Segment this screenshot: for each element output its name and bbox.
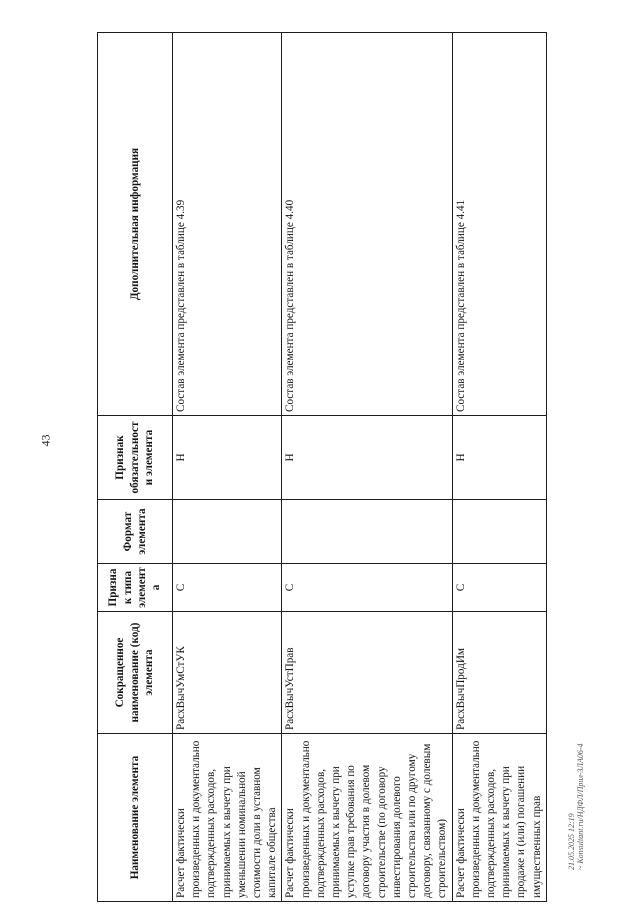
table-row <box>282 33 452 902</box>
cell-element-name: Расчет фактически произведенных и документально подтвержденных расходов, принимаемых к вычету при продаже и (или) погашении имущественных прав <box>452 734 546 902</box>
header-cell-required: Признак обязательности элемента <box>98 416 173 500</box>
header-cell-info: Дополнительная информация <box>98 33 173 416</box>
print-stamp <box>567 743 585 870</box>
cell-element-type: С <box>452 564 546 612</box>
header-cell-format: Формат элемента <box>98 500 173 564</box>
cell-element-required: Н <box>173 416 282 500</box>
cell-element-code: РасхВычУстПрав <box>282 612 452 734</box>
table-header-row <box>98 33 173 902</box>
cell-element-format <box>282 500 452 564</box>
cell-element-format <box>452 500 546 564</box>
header-cell-name: Наименование элемента <box>98 734 173 902</box>
stamp-line-source: ~ Konsultant.ru/НДФЛ/Прил-3ЛА06-4 <box>576 743 585 870</box>
table-row <box>173 33 282 902</box>
table-row <box>452 33 546 902</box>
cell-element-code: РасхВычПродИм <box>452 612 546 734</box>
cell-element-info: Состав элемента представлен в таблице 4.41 <box>452 33 546 416</box>
cell-element-type: С <box>173 564 282 612</box>
elements-table <box>97 32 547 902</box>
cell-element-type: С <box>282 564 452 612</box>
cell-element-format <box>173 500 282 564</box>
cell-element-name: Расчет фактически произведенных и документально подтвержденных расходов, принимаемых к вычету при уменьшении номинальной стоимости доли в уставном капитале общества <box>173 734 282 902</box>
rotated-table-block <box>97 15 543 902</box>
page-number: 43 <box>38 434 53 447</box>
cell-element-required: Н <box>282 416 452 500</box>
cell-element-code: РасхВычУмСтУК <box>173 612 282 734</box>
header-cell-type: Признак типа элемента <box>98 564 173 612</box>
cell-element-info: Состав элемента представлен в таблице 4.40 <box>282 33 452 416</box>
cell-element-required: Н <box>452 416 546 500</box>
cell-element-name: Расчет фактически произведенных и документально подтвержденных расходов, принимаемых к вычету при уступке прав требования по договору участия в долевом строительстве (по договору инвестирования долевого строительства или по другому договору, связанному с долевым строительством) <box>282 734 452 902</box>
header-cell-code: Сокращенное наименование (код) элемента <box>98 612 173 734</box>
cell-element-info: Состав элемента представлен в таблице 4.39 <box>173 33 282 416</box>
stamp-line-date: 21.05.2025 12:19 <box>567 813 576 870</box>
